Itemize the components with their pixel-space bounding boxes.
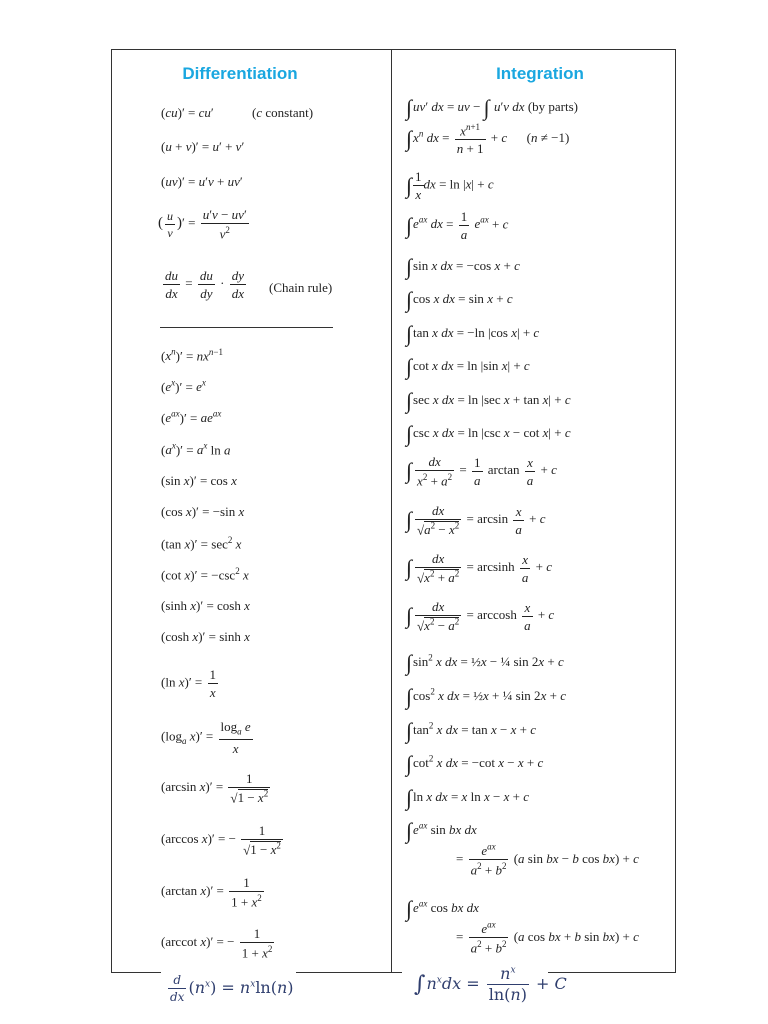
integral-arccosh: ∫ $\frac{dx}{√x^2 - a^2}$ = arccosh $\frac{x}{a}$ + c [406,599,555,634]
integral-cos: ∫cos x dx = sin x + c [406,287,513,312]
integral-csc: ∫csc x dx = ln |csc x − cot x| + c [406,421,571,446]
rule-chain: $\frac{du}{dx}$ = $\frac{du}{dy}$ · $\frac{dy}{dx}$ [165,268,244,301]
deriv-arccot: (arccot x)′ = − $\frac{1}{1 + x^2}$ [161,926,273,961]
deriv-sin: (sin x)′ = cos x [161,473,237,488]
deriv-sinh: (sinh x)′ = cosh x [161,598,250,613]
integral-ln: ∫ln x dx = x ln x − x + c [406,785,529,810]
deriv-cos: (cos x)′ = −sin x [161,504,245,519]
bottom-border-segment [296,972,402,973]
integral-arcsin: ∫ $\frac{dx}{√a^2 - x^2}$ = arcsin $\frac{x}{a}$ + c [406,503,546,538]
integral-reciprocal: ∫ $\frac{1}{x}$ dx = ln |x| + c [406,169,494,202]
deriv-arctan: (arctan x)′ = $\frac{1}{1 + x^2}$ [161,875,262,910]
integral-sec: ∫sec x dx = ln |sec x + tan x| + c [406,388,571,413]
rule-sum: (u + v)′ = u′ + v′ [161,139,245,154]
deriv-cot: (cot $x)' = -\csc^2$ x [161,566,249,583]
chain-rule-label: (Chain rule) [269,280,333,295]
differentiation-header: Differentiation [182,64,298,83]
deriv-log: ($\log_a$ x)′ = $\frac{\log_a e}{x}$ [161,719,251,756]
deriv-exp-ax: $(e^{ax})' = ae^{ax}$ [161,409,222,426]
rule-quotient: ( $\frac{u}{v}$ )′ = $\frac{u'v - uv'}{v^2}$ [158,207,247,242]
integral-arcsinh: ∫ $\frac{dx}{√x^2 + a^2}$ = arcsinh $\frac{x}{a}$ + c [406,551,553,586]
added-derivative-formula: $\frac{d}{dx}$ $(n^x) = n^x\ln(n)$ [170,973,294,1004]
rule-constant-multiple: (cu)′ = cu′ [161,105,214,120]
deriv-ln: (ln x)′ = $\frac{1}{x}$ [161,667,216,700]
integral-cot: ∫cot x dx = ln |sin x| + c [406,354,530,379]
deriv-tan: (tan $x)' = \sec^2 x$ [161,535,242,552]
integral-exp-sin-result: = $\frac{e^{ax}}{a^2 + b^2}$ (a sin bx − b cos bx) + c [456,842,639,878]
deriv-cosh: (cosh x)′ = sinh x [161,629,250,644]
column-divider [391,49,392,973]
integral-sin: ∫sin x dx = −cos x + c [406,254,520,279]
deriv-a-power: $(a^x)' = a^x$ ln a [161,441,231,458]
integral-exp: $\int e^{ax}$ dx = $\frac{1}{a}$ $e^{ax} + c$ [406,209,509,242]
integral-cos-squared: $\int\cos^2$ x dx = ½x + ¼ sin 2x + c [406,684,566,709]
integral-sin-squared: $\int\sin^2$ x dx = ½x − ¼ sin 2x + c [406,650,564,675]
rule-product: (uv)′ = u′v + uv′ [161,174,243,189]
integral-exp-cos: $\int e^{ax}$ cos bx dx [406,896,479,921]
integral-by-parts: ∫uv′ dx = uv − ∫ u′v dx (by parts) [406,95,579,120]
rule-constant-note: (c constant) [252,105,314,120]
bottom-border-segment [548,972,676,973]
integral-tan-squared: $\int\tan^2$ x dx = tan x − x + c [406,718,536,743]
integration-header: Integration [496,64,584,83]
section-divider [160,327,333,328]
added-integral-formula: $\int n^xdx$ = $\frac{n^x}{\ln(n)}$ + C [414,964,567,1004]
deriv-power: $(x^n)' = nx^{n-1}$ [161,347,223,364]
deriv-arcsin: (arcsin x)′ = $\frac{1}{√1 - x^2}$ [161,771,269,806]
integral-tan: ∫tan x dx = −ln |cos x| + c [406,321,540,346]
deriv-exp: $(e^x)' = e^x$ [161,378,206,395]
integral-exp-cos-result: = $\frac{e^{ax}}{a^2 + b^2}$ (a cos bx + b sin bx) + c [456,920,639,956]
deriv-arccos: (arccos x)′ = − $\frac{1}{√1 - x^2}$ [161,823,281,858]
integral-power: $\int x^n$ dx = $\frac{x^{n+1}}{n + 1}$ + c (n ≠ −1) [406,122,570,157]
bottom-border-segment [111,972,161,973]
integral-exp-sin: $\int e^{ax}$ sin bx dx [406,818,477,843]
integral-arctan: ∫ $\frac{dx}{x^2 + a^2}$ = $\frac{1}{a}$ arctan $\frac{x}{a}$ + c [406,454,557,489]
integral-cot-squared: $\int\cot^2$ x dx = −cot x − x + c [406,751,544,776]
